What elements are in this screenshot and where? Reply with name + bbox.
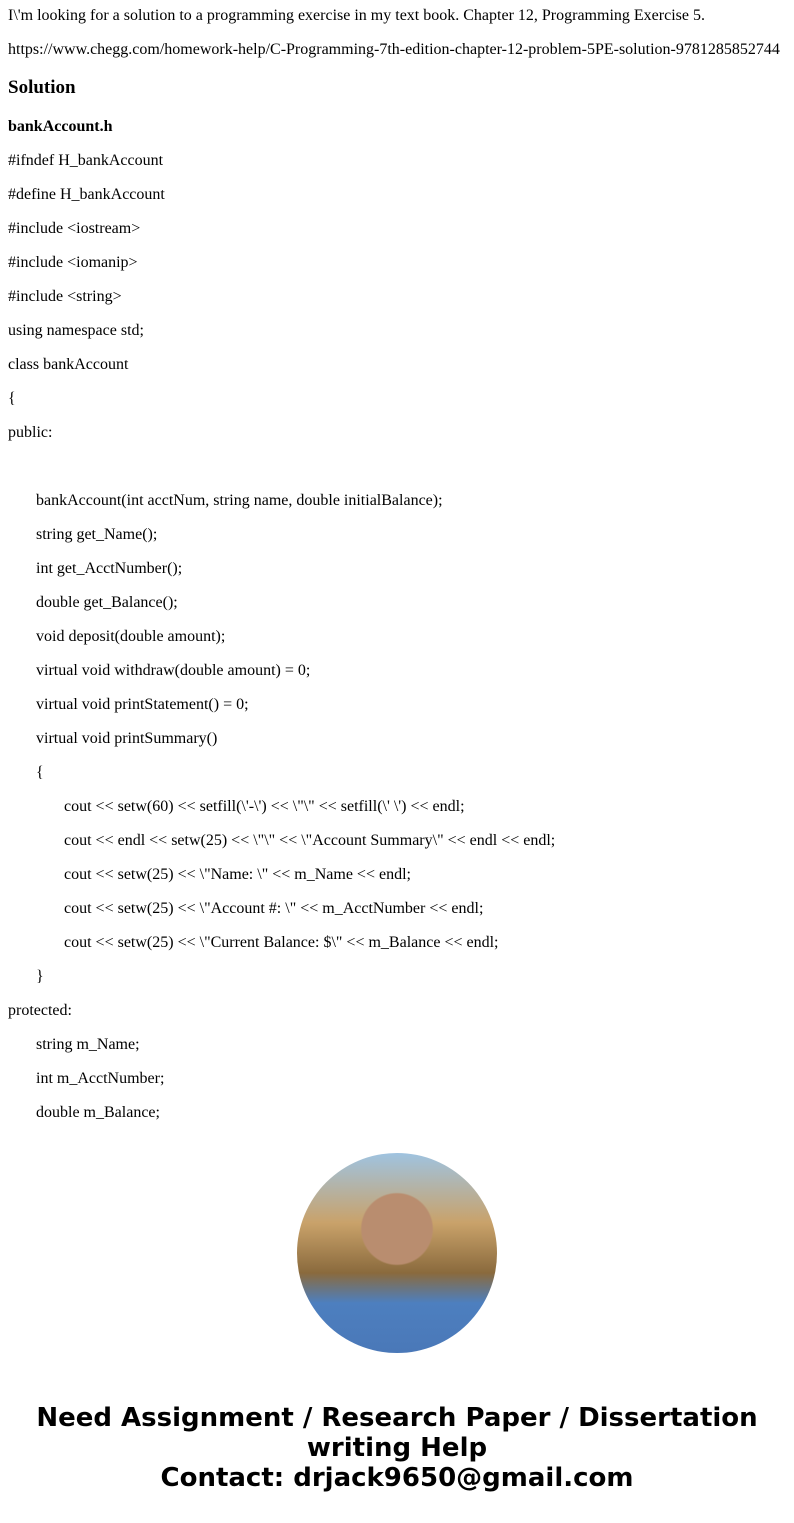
- code-line: using namespace std;: [8, 322, 144, 339]
- code-line: cout << setw(60) << setfill(\'-\') << \"\" << setfill(\' \') << endl;: [64, 798, 465, 815]
- code-line: virtual void printSummary(): [36, 730, 218, 747]
- code-line: cout << setw(25) << \"Name: \" << m_Name << endl;: [64, 866, 411, 883]
- code-line: }: [36, 968, 44, 985]
- footer-line-3: Contact: drjack9650@gmail.com: [160, 1463, 634, 1493]
- file-name: bankAccount.h: [8, 118, 113, 135]
- code-line: double m_Balance;: [36, 1104, 160, 1121]
- code-line: class bankAccount: [8, 356, 129, 373]
- footer-contact: [0, 1403, 794, 1493]
- code-line: cout << endl << setw(25) << \"\" << \"Account Summary\" << endl << endl;: [64, 832, 556, 849]
- code-line: public:: [8, 424, 53, 441]
- code-line: #include <iostream>: [8, 220, 141, 237]
- code-line: #include <string>: [8, 288, 122, 305]
- code-line: string m_Name;: [36, 1036, 140, 1053]
- solution-heading: Solution: [8, 77, 76, 98]
- question-text: I\'m looking for a solution to a programming exercise in my text book. Chapter 12, Programming Exercise 5.: [8, 7, 705, 24]
- code-line: void deposit(double amount);: [36, 628, 226, 645]
- code-line: int m_AcctNumber;: [36, 1070, 165, 1087]
- code-line: bankAccount(int acctNum, string name, double initialBalance);: [36, 492, 443, 509]
- code-line: {: [36, 764, 44, 781]
- code-line: cout << setw(25) << \"Account #: \" << m_AcctNumber << endl;: [64, 900, 484, 917]
- code-line: {: [8, 390, 16, 407]
- code-line: virtual void printStatement() = 0;: [36, 696, 249, 713]
- author-avatar: [297, 1153, 497, 1353]
- reference-link[interactable]: https://www.chegg.com/homework-help/C-Programming-7th-edition-chapter-12-problem-5PE-solution-9781285852744: [8, 41, 780, 58]
- code-line: virtual void withdraw(double amount) = 0;: [36, 662, 311, 679]
- code-line: #ifndef H_bankAccount: [8, 152, 164, 169]
- code-line: #include <iomanip>: [8, 254, 138, 271]
- code-line: cout << setw(25) << \"Current Balance: $\" << m_Balance << endl;: [64, 934, 499, 951]
- footer-line-2: writing Help: [306, 1433, 488, 1463]
- code-line: double get_Balance();: [36, 594, 178, 611]
- code-line: int get_AcctNumber();: [36, 560, 183, 577]
- footer-line-1: Need Assignment / Research Paper / Dissertation: [36, 1403, 758, 1433]
- code-line: protected:: [8, 1002, 72, 1019]
- code-line: string get_Name();: [36, 526, 158, 543]
- code-line: #define H_bankAccount: [8, 186, 165, 203]
